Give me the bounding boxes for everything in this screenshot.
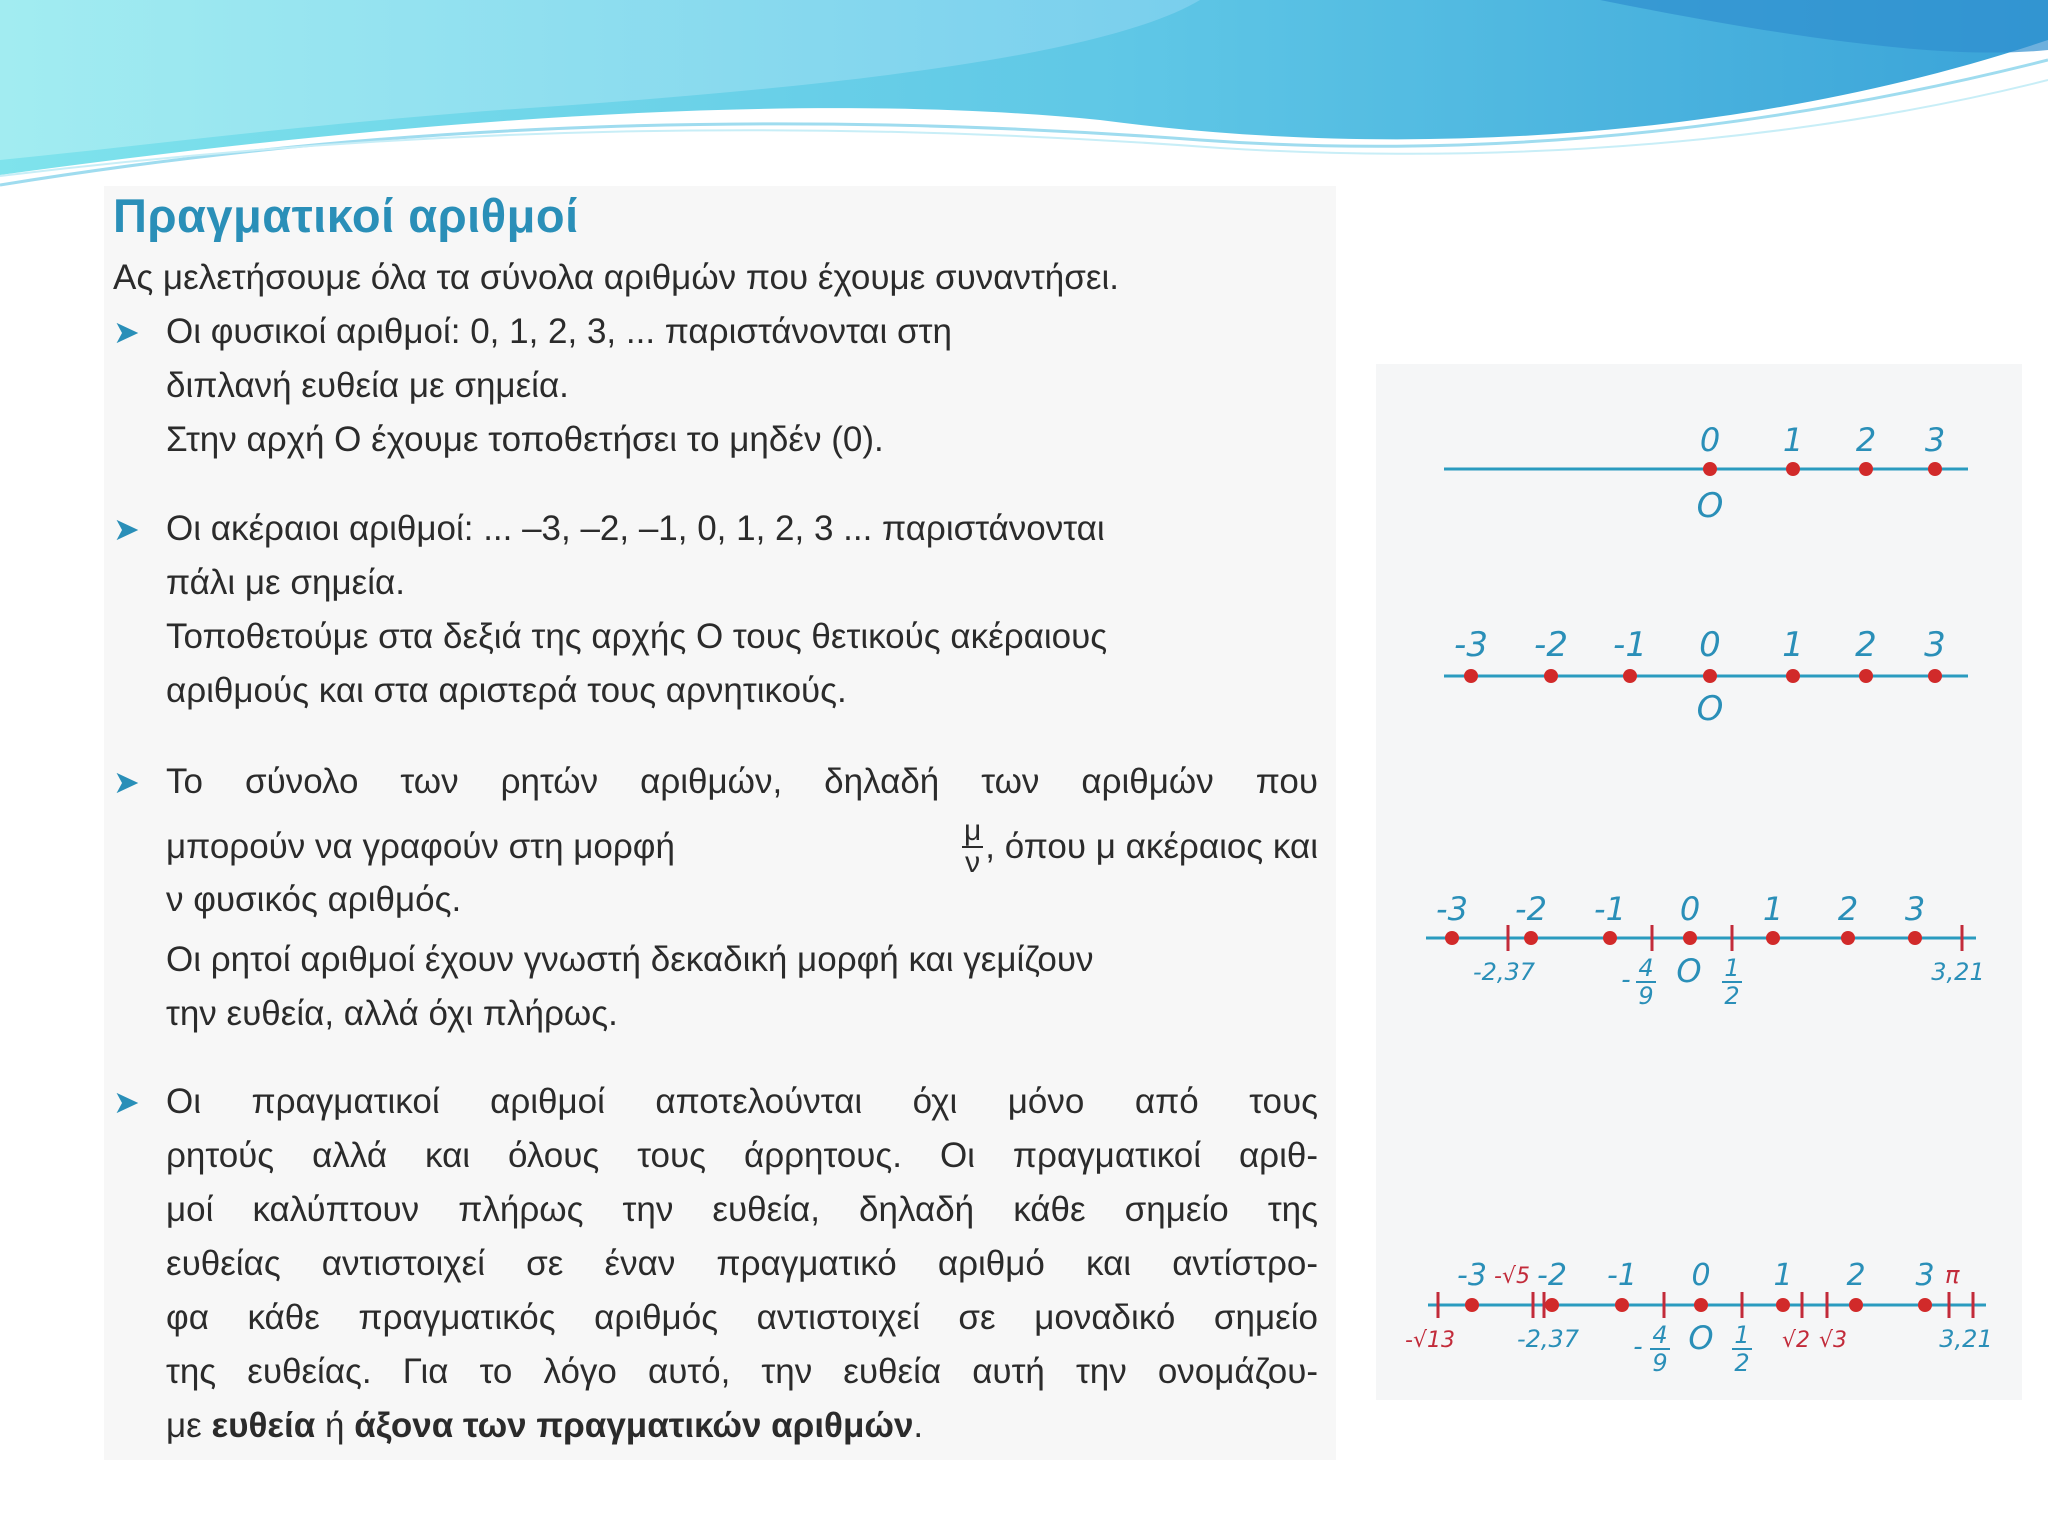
real-label-2: -1 [1607,1258,1637,1293]
real-label-4: 1 [1773,1258,1793,1293]
real-sqrt2-label: √2 [1781,1328,1811,1353]
rational-int-point-4 [1766,931,1780,945]
natural-label-0: 0 [1699,421,1721,459]
rational-neg-frac-num: 4 [1638,954,1654,982]
integers-line-4: αριθμούς και στα αριστερά τους αρνητικούς. [166,671,847,710]
real-label-5: 2 [1846,1258,1866,1293]
rational-label-5: 2 [1837,890,1859,928]
integer-label-4: 1 [1782,625,1804,665]
real-neg-frac-den: 9 [1652,1349,1668,1377]
mu-over-nu-fraction [962,816,983,878]
real-int-point-3 [1694,1298,1708,1312]
real-label-3: 0 [1691,1258,1711,1293]
reals-line-1: Οι πραγματικοί αριθμοί αποτελούνται όχι μόνο από τους [166,1082,1318,1121]
real-pos-decimal: 3,21 [1939,1325,1993,1353]
wave-banner [0,0,2048,200]
rational-int-point-5 [1841,931,1855,945]
reals-line-3: μοί καλύπτουν πλήρως την ευθεία, δηλαδή κάθε σημείο της [166,1190,1318,1229]
real-neg-frac-num: 4 [1652,1321,1668,1349]
real-int-point-1 [1545,1298,1559,1312]
integer-label-3: 0 [1699,625,1721,665]
real-neg-frac-sign: - [1633,1332,1643,1362]
natural-label-3: 3 [1924,421,1946,459]
rational-label-4: 1 [1762,890,1784,928]
real-int-point-6 [1918,1298,1932,1312]
fraction-numerator: μ [964,814,982,847]
rational-pos-decimal: 3,21 [1931,958,1985,986]
rational-int-point-0 [1445,931,1459,945]
rational-neg-decimal: -2,37 [1472,958,1536,986]
rational-half-den: 2 [1724,982,1740,1010]
integer-point-6 [1928,669,1942,683]
integer-point-2 [1623,669,1637,683]
integer-label-2: -1 [1613,625,1647,665]
bullet-arrow-icon: ➤ [113,764,140,800]
real-label-1: -2 [1537,1258,1567,1293]
rational-neg-frac-den: 9 [1638,982,1654,1010]
integer-point-0 [1464,669,1478,683]
real-int-point-5 [1849,1298,1863,1312]
rational-label-1: -2 [1515,890,1547,928]
reals-line-7 [166,1404,923,1448]
rationals-line-2-pre: μπορούν να γραφούν στη μορφή [166,827,675,866]
real-label-6: 3 [1915,1258,1935,1293]
intro-text: Ας μελετήσουμε όλα τα σύνολα αριθμών που έχουμε συναντήσει. [113,258,1119,297]
rational-int-point-6 [1908,931,1922,945]
reals-line-4: ευθείας αντιστοιχεί σε έναν πραγματικό αριθμό και αντίστρο- [166,1244,1318,1283]
origin-label-4: O [1688,1319,1714,1357]
real-sqrt13-label: -√13 [1405,1328,1455,1353]
integer-label-5: 2 [1855,625,1877,665]
origin-label-3: O [1676,952,1702,990]
rational-label-2: -1 [1594,890,1626,928]
integer-point-1 [1544,669,1558,683]
natural-point-1 [1786,462,1800,476]
rationals-line-3: ν φυσικός αριθμός. [166,880,462,919]
real-neg-decimal: -2,37 [1516,1325,1580,1353]
rationals-line-5: την ευθεία, αλλά όχι πλήρως. [166,994,618,1033]
number-lines-figure [1376,364,2022,1400]
natural-point-3 [1928,462,1942,476]
reals-last-mid: ή [315,1406,355,1445]
integer-label-0: -3 [1454,625,1488,665]
reals-line-5: φα κάθε πραγματικός αριθμός αντιστοιχεί σε μοναδικό σημείο [166,1298,1318,1337]
fraction-denominator: ν [965,846,981,879]
rationals-line-2-post: , όπου μ ακέραιος και [985,827,1318,866]
slide-title: Πραγματικοί αριθμοί [113,189,579,242]
rationals-line-4: Οι ρητοί αριθμοί έχουν γνωστή δεκαδική μορφή και γεμίζουν [166,940,1094,979]
integers-line-3: Τοποθετούμε στα δεξιά της αρχής Ο τους θετικούς ακέραιους [166,617,1108,656]
reals-last-post: . [913,1406,924,1445]
bullet-arrow-icon: ➤ [113,314,140,350]
integer-label-6: 3 [1924,625,1946,665]
rational-label-0: -3 [1436,890,1468,928]
rational-half-num: 1 [1724,954,1740,982]
origin-label-2: O [1696,689,1724,729]
rational-int-point-2 [1603,931,1617,945]
natural-label-1: 1 [1782,421,1804,459]
real-label-0: -3 [1457,1258,1487,1293]
reals-line-2: ρητούς αλλά και όλους τους άρρητους. Οι πραγματικοί αριθ- [166,1136,1318,1175]
real-int-point-0 [1465,1298,1479,1312]
reals-last-pre: με [166,1406,212,1445]
natural-point-0 [1703,462,1717,476]
integers-line-2: πάλι με σημεία. [166,563,405,602]
rationals-line-1: Το σύνολο των ρητών αριθμών, δηλαδή των αριθμών που [166,762,1318,801]
rationals-line-2 [166,816,1318,878]
real-pi-label: π [1945,1261,1960,1289]
bullet-arrow-icon: ➤ [113,1084,140,1120]
natural-point-2 [1859,462,1873,476]
real-sqrt5-label: -√5 [1494,1264,1530,1289]
integer-point-4 [1786,669,1800,683]
natural-numbers-line-3: Στην αρχή Ο έχουμε τοποθετήσει το μηδέν (0). [166,420,884,459]
natural-numbers-line-2: διπλανή ευθεία με σημεία. [166,366,569,405]
rational-label-6: 3 [1904,890,1926,928]
integer-label-1: -2 [1534,625,1568,665]
rational-label-3: 0 [1679,890,1701,928]
natural-numbers-line-1: Οι φυσικοί αριθμοί: 0, 1, 2, 3, ... παριστάνονται στη [166,312,952,351]
integer-point-3 [1703,669,1717,683]
rational-int-point-1 [1524,931,1538,945]
real-half-den: 2 [1734,1349,1750,1377]
rational-neg-frac-sign: - [1621,965,1631,995]
origin-label-1: O [1696,486,1724,526]
rational-int-point-3 [1683,931,1697,945]
real-int-point-4 [1776,1298,1790,1312]
natural-label-2: 2 [1855,421,1877,459]
integers-line-1: Οι ακέραιοι αριθμοί: ... –3, –2, –1, 0, 1, 2, 3 ... παριστάνονται [166,509,1105,548]
bold-term-axis: άξονα των πραγματικών αριθμών [354,1406,914,1445]
real-sqrt3-label: √3 [1818,1328,1848,1353]
bullet-arrow-icon: ➤ [113,511,140,547]
real-half-num: 1 [1734,1321,1750,1349]
reals-line-6: της ευθείας. Για το λόγο αυτό, την ευθεία αυτή την ονομάζου- [166,1352,1318,1391]
integer-point-5 [1859,669,1873,683]
real-int-point-2 [1615,1298,1629,1312]
bold-term-line: ευθεία [211,1406,316,1445]
